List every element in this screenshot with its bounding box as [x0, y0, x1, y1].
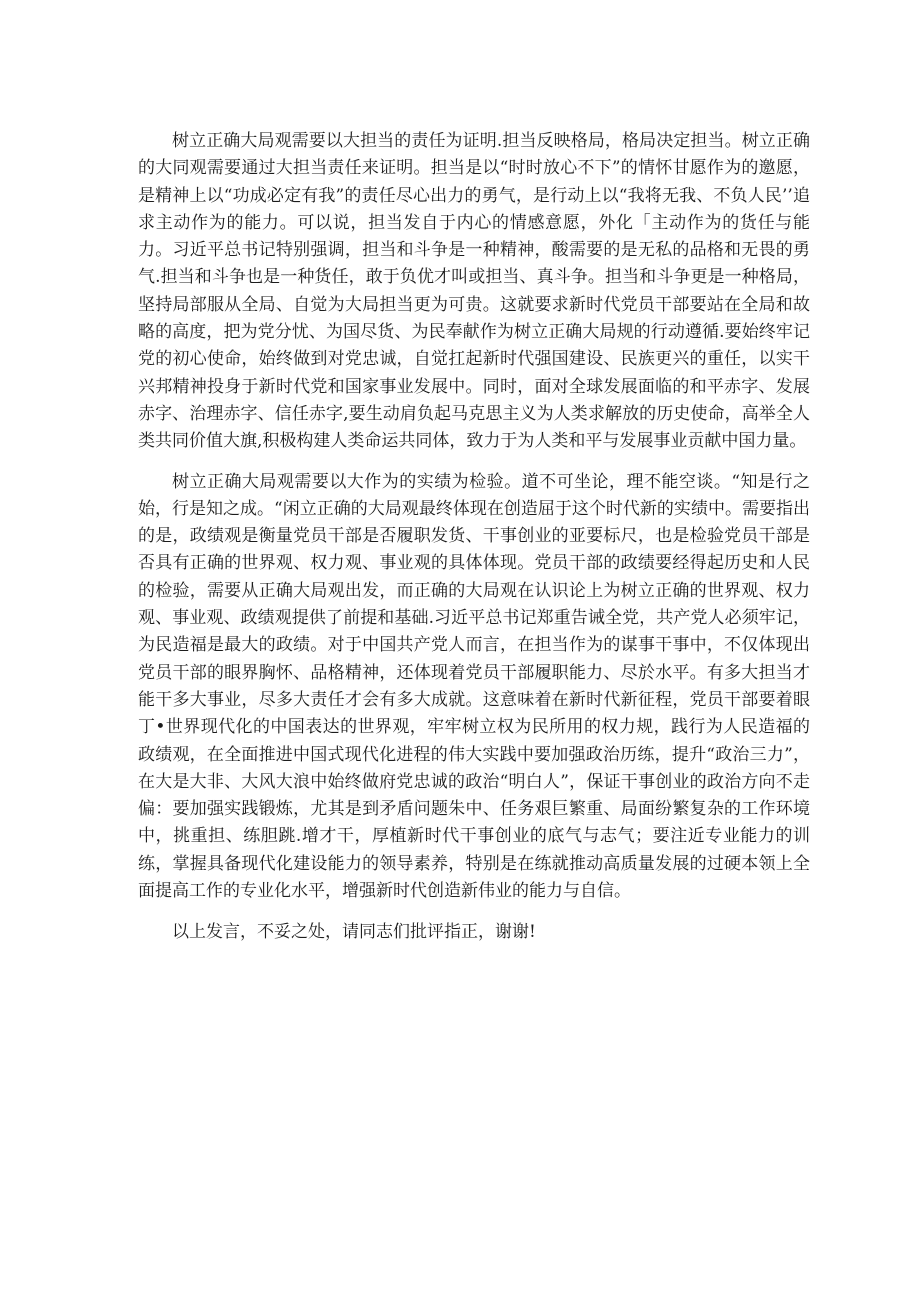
document-body	[138, 128, 810, 947]
paragraph-achievement: 树立正确大局观需要以大作为的实绩为检验。道不可坐论，理不能空谈。“知是行之始，行是知之成。“闲立正确的大局观最终体现在创造屈于这个时代新的实绩中。需要指出的是，政绩观是衡量党员干部是否履职发货、干事创业的亚要标尺，也是检验党员干部是否具有正确的世界观、权力观、事业观的具体体现。党员干部的政绩要经得起历史和人民的检验，需要从正确大局观出发，而正确的大局观在认识论上为树立正确的世界观、权力观、事业观、政绩观提供了前提和基础.习近平总书记郑重告诫全党，共产党人必须牢记，为民造福是最大的政绩。对于中国共产党人而言，在担当作为的谋事干事中，不仅体现出党员干部的眼界胸怀、品格精神，还体现着党员干部履职能力、尽於水平。有多大担当才能干多大事业，尽多大责任才会有多大成就。这意味着在新时代新征程，党员干部要着眼丁•世界现代化的中国表达的世界观，牢牢树立权为民所用的权力规，践行为人民造福的政绩观，在全面推进中国式现代化进程的伟大实践中要加强政治历练，提升“政治三力”，在大是大非、大风大浪中始终做府党忠诚的政治“明白人”，保证干事创业的政治方向不走偏：要加强实践锻炼，尤其是到矛盾问题朱中、任务艰巨繁重、局面纷繁复杂的工作环境中，挑重担、练胆跳.增才干，厚植新时代干事创业的底气与志气；要注近专业能力的训练，掌握具备现代化建设能力的领导素养，特别是在练就推动高质量发展的过硬本领上全面提高工作的专业化水平，增强新时代创造新伟业的能力与自信。	[138, 471, 810, 902]
paragraph-responsibility: 树立正确大局观需要以大担当的责任为证明.担当反映格局，格局决定担当。树立正确的大同观需要通过大担当责任来证明。担当是以“时时放心不下”的情怀甘愿作为的邀愿，是精神上以“功成必定有我”的责任尽心出力的勇气，是行动上以“我将无我、不负人民’’追求主动作为的能力。可以说，担当发自于内心的情感意愿，外化「主动作为的货任与能力。习近平总书记特别强调，担当和斗争是一种精神，酸需要的是无私的品格和无畏的勇气.担当和斗争也是一种货任，敢于负优才叫或担当、真斗争。担当和斗争更是一种格局，坚持局部服从全局、自觉为大局担当更为可贵。这就要求新时代党员干部要站在全局和故略的高度，把为党分忧、为国尽货、为民奉献作为树立正确大局规的行动遵循.要始终牢记党的初心使命，始终做到对党忠诚，自觉扛起新时代强国建设、民族更兴的重任，以实干兴邦精神投身于新时代党和国家事业发展中。同时，面对全球发展面临的和平赤字、发展赤字、治理赤字、信任赤字,要生动肩负起马克思主义为人类求解放的历史使命，高举全人类共同价值大旗,积极构建人类命运共同体，致力于为人类和平与发展事业贡献中国力量。	[138, 131, 810, 452]
paragraph-closing: 以上发言，不妥之处，请同志们批评指正，谢谢!	[172, 922, 536, 943]
